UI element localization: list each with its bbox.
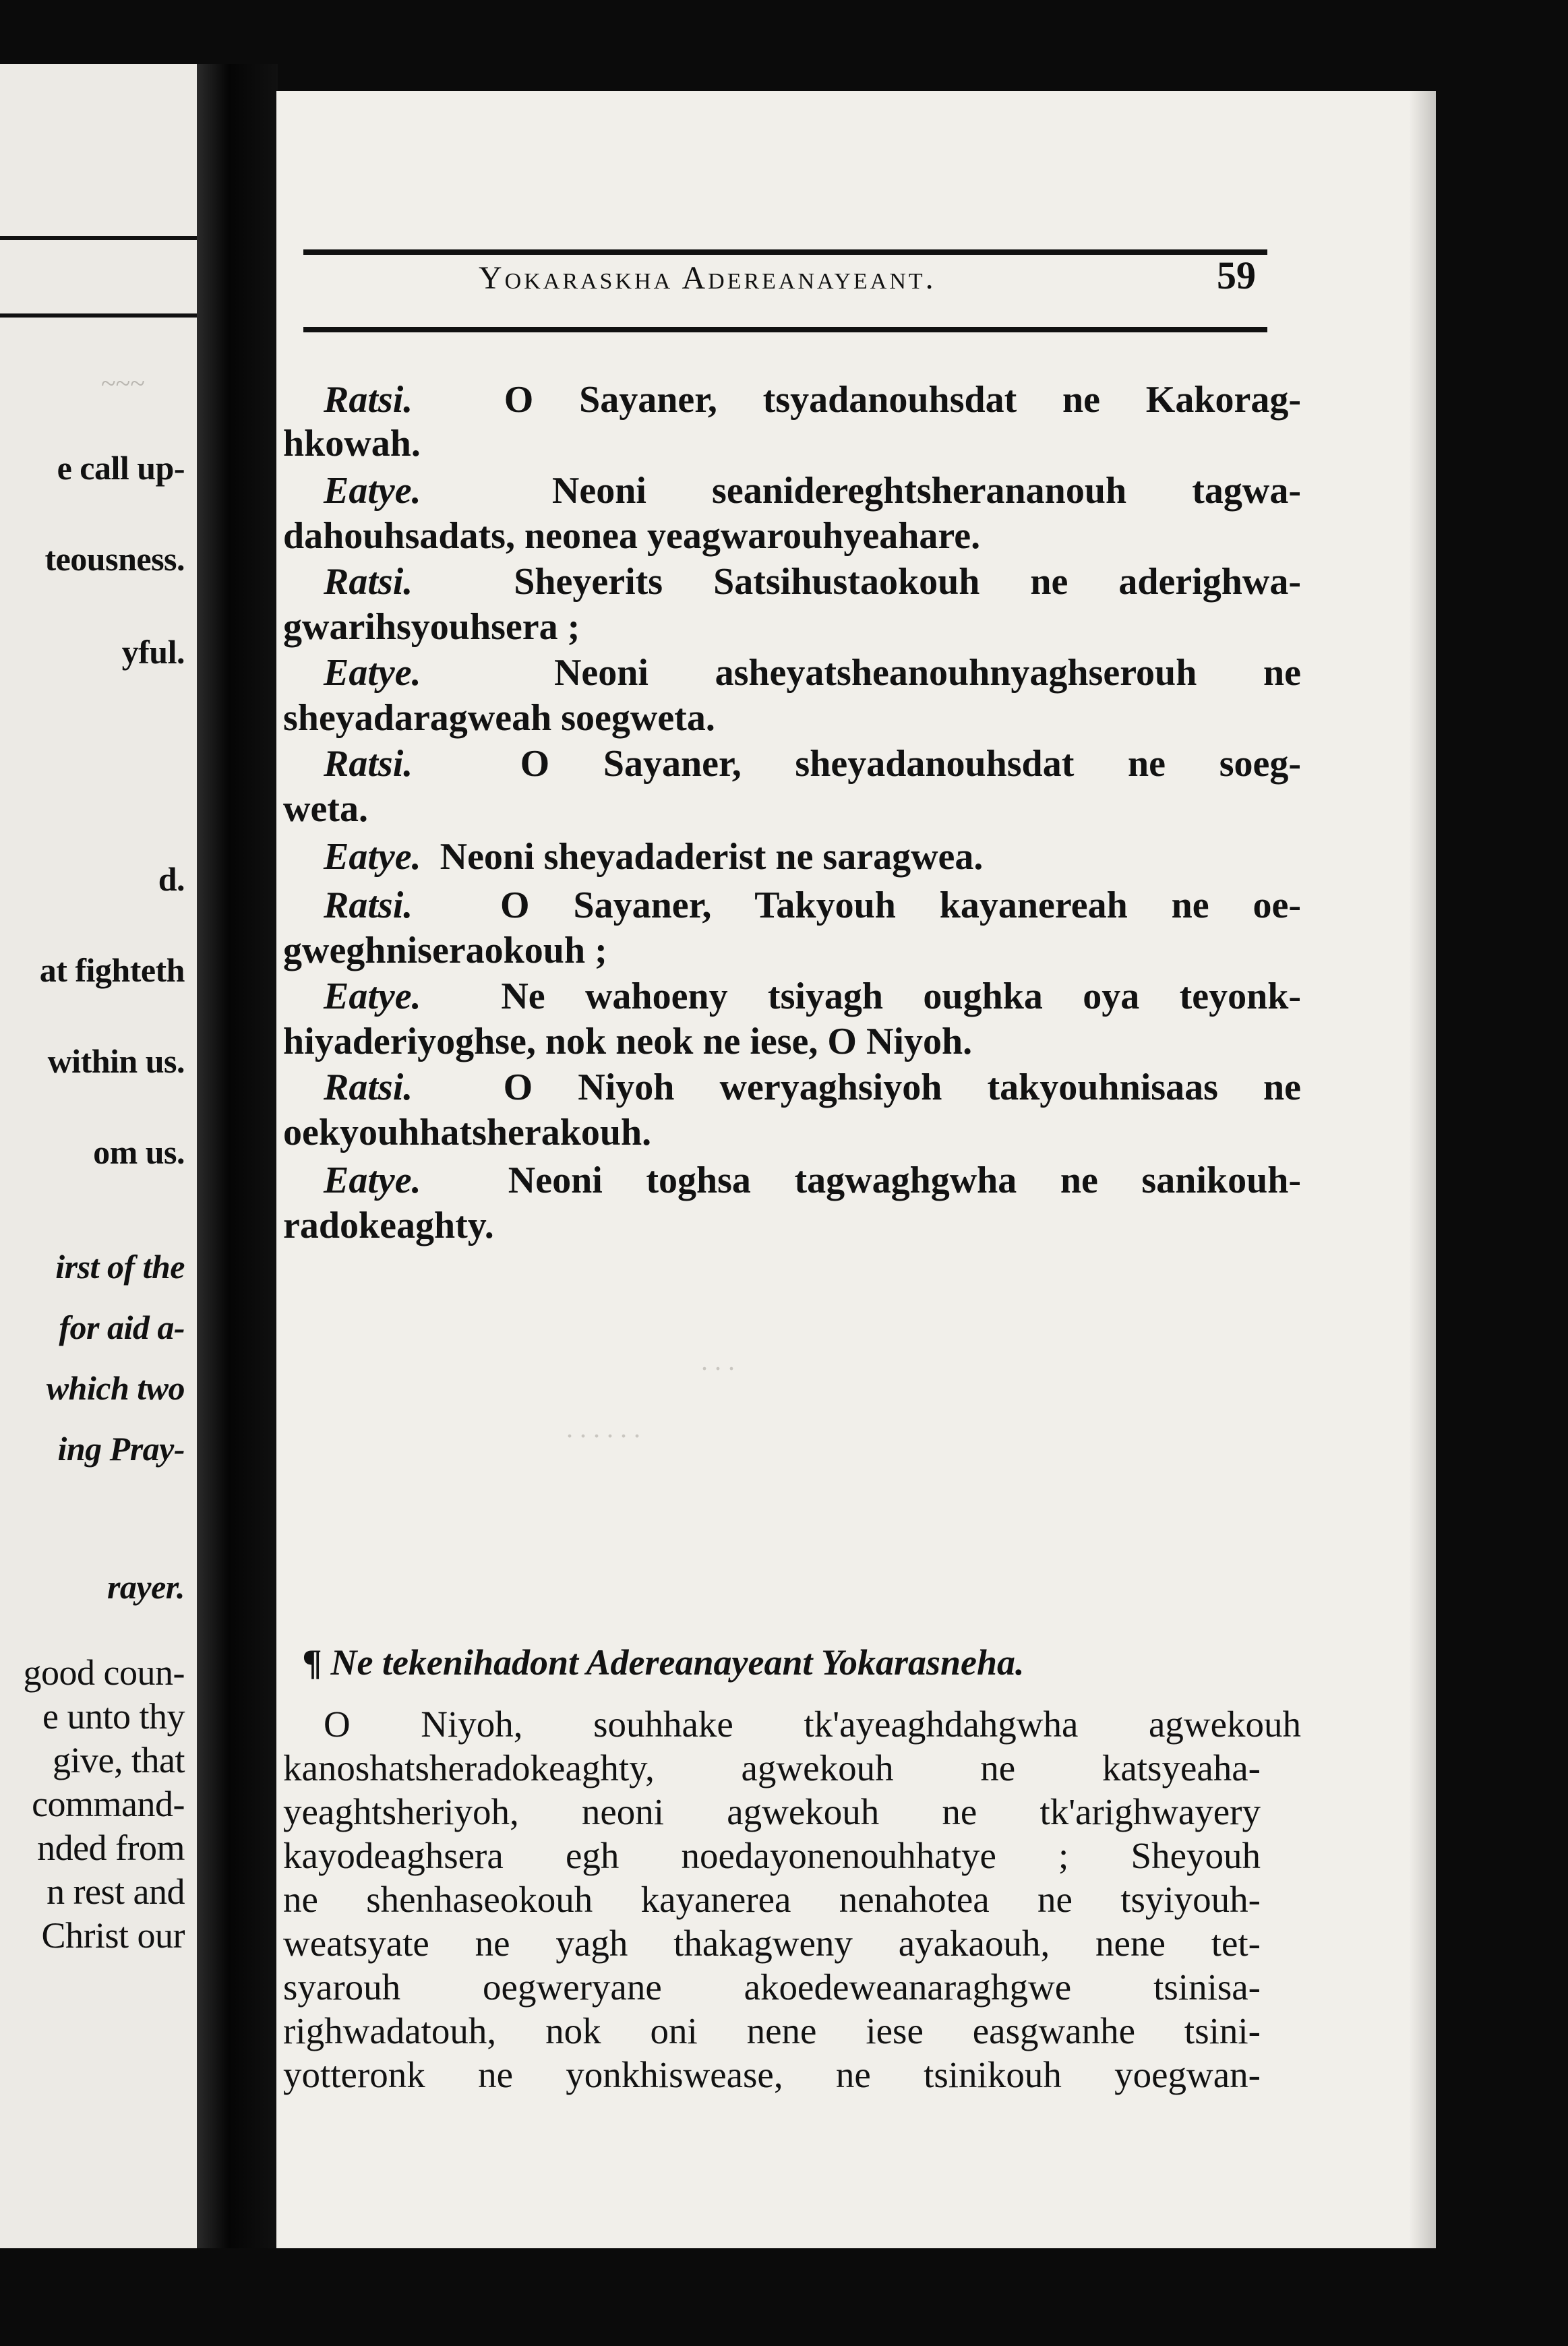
response-line (283, 563, 1301, 601)
left-line: rayer. (107, 1568, 185, 1606)
response-text: Neoni asheyatsheanouhnyaghserouh ne (553, 652, 1301, 694)
prayer-line: O Niyoh, souhhake tk'ayeaghdahgwha agwekouh (324, 1704, 1301, 1745)
bleed-through-text: . . . . . . (566, 1413, 640, 1443)
prayer-line: yeaghtsheriyoh, neoni agwekouh ne tk'arighwayery (283, 1791, 1261, 1832)
response-text: Sheyerits Satsihustaokouh ne aderighwa- (514, 561, 1301, 603)
response-continuation: hiyaderiyoghse, nok neok ne iese, O Niyoh. (283, 1021, 973, 1062)
response-line (283, 472, 1301, 510)
left-line: command- (32, 1784, 185, 1824)
left-line: good coun- (23, 1652, 185, 1693)
response-line (283, 654, 1301, 692)
response-text: Neoni seanidereghtsherananouh tagwa- (551, 470, 1301, 512)
prayer-line: weatsyate ne yagh thakagweny ayakaouh, nene tet- (283, 1923, 1261, 1964)
speaker-label: Ratsi. (324, 561, 413, 603)
prayer-line: syarouh oegweryane akoedeweanaraghgwe tsinisa- (283, 1966, 1261, 2008)
bleed-through-text: . . . (701, 1346, 735, 1376)
left-line: d. (158, 860, 185, 898)
response-text: O Sayaner, tsyadanouhsdat ne Kakorag- (504, 379, 1301, 421)
response-text: O Sayaner, Takyouh kayanereah ne oe- (500, 884, 1302, 926)
prayer-line: kanoshatsheradokeaghty, agwekouh ne katsyeaha- (283, 1747, 1261, 1788)
left-line: om us. (93, 1133, 185, 1171)
header-rule-bottom (303, 327, 1267, 332)
left-line: yful. (121, 633, 185, 671)
left-header-rule (0, 236, 197, 240)
speaker-label: Ratsi. (324, 1066, 413, 1108)
speaker-label: Eatye. (324, 470, 421, 512)
prayer-line: ne shenhaseokouh kayanerea nenahotea ne tsyiyouh- (283, 1879, 1261, 1920)
response-continuation: oekyouhhatsherakouh. (283, 1112, 652, 1153)
response-continuation: gwarihsyouhsera ; (283, 606, 580, 648)
response-line (283, 1066, 1302, 1108)
response-text: Neoni sheyadaderist ne saragwea. (440, 836, 984, 878)
response-continuation: radokeaghty. (283, 1205, 494, 1246)
response-continuation: hkowah. (283, 423, 421, 464)
prayer-line: righwadatouh, nok oni nene iese easgwanhe tsini- (283, 2010, 1261, 2051)
section-heading: ¶ Ne tekenihadont Adereanayeant Yokarasneha. (303, 1642, 1025, 1683)
left-bleed-text: ~~~ (101, 368, 145, 398)
response-text: Ne wahoeny tsiyagh oughka oya teyonk- (501, 975, 1302, 1017)
left-line: ing Pray- (57, 1430, 185, 1468)
response-continuation: dahouhsadats, neonea yeagwarouhyeahare. (283, 515, 981, 557)
left-line: n rest and (47, 1871, 185, 1912)
speaker-label: Ratsi. (324, 743, 413, 785)
speaker-label: Eatye. (324, 836, 421, 878)
response-line (283, 886, 1301, 924)
page-number: 59 (1217, 253, 1256, 297)
response-line (283, 838, 1301, 876)
text-area (283, 91, 1302, 2248)
response-line (283, 381, 1301, 419)
left-line: e unto thy (42, 1696, 185, 1737)
speaker-label: Eatye. (324, 1160, 421, 1201)
response-continuation: weta. (283, 788, 368, 830)
header-rule-top (303, 249, 1267, 255)
left-line: nded from (37, 1828, 185, 1868)
left-line: irst of the (55, 1248, 185, 1286)
response-text: O Sayaner, sheyadanouhsdat ne soeg- (520, 743, 1302, 785)
response-line (283, 977, 1301, 1015)
left-line: e call up- (57, 449, 185, 487)
main-page (276, 91, 1436, 2248)
running-header: Yokaraskha Adereanayeant. (479, 260, 936, 296)
book-gutter (197, 64, 278, 2248)
left-page (0, 64, 197, 2248)
prayer-line: kayodeaghsera egh noedayonenouhhatye ; Sheyouh (283, 1835, 1261, 1876)
left-line: within us. (47, 1042, 185, 1080)
left-line: which two (46, 1369, 185, 1407)
response-continuation: sheyadaragweah soegweta. (283, 697, 715, 739)
left-line: Christ our (41, 1915, 185, 1956)
left-line: for aid a- (59, 1309, 185, 1346)
prayer-line: yotteronk ne yonkhiswease, ne tsinikouh yoegwan- (283, 2054, 1261, 2095)
response-text: Neoni toghsa tagwaghgwha ne sanikouh- (508, 1160, 1302, 1201)
response-line (283, 1162, 1301, 1199)
speaker-label: Ratsi. (324, 379, 413, 421)
speaker-label: Ratsi. (324, 884, 413, 926)
left-line: teousness. (44, 540, 185, 578)
speaker-label: Eatye. (324, 652, 421, 694)
speaker-label: Eatye. (324, 975, 421, 1017)
left-line: give, that (53, 1740, 185, 1780)
left-line: at fighteth (39, 951, 185, 989)
response-line (283, 745, 1301, 783)
response-continuation: gweghniseraokouh ; (283, 930, 607, 971)
response-text: O Niyoh weryaghsiyoh takyouhnisaas ne (503, 1066, 1302, 1108)
left-header-rule-2 (0, 313, 197, 318)
